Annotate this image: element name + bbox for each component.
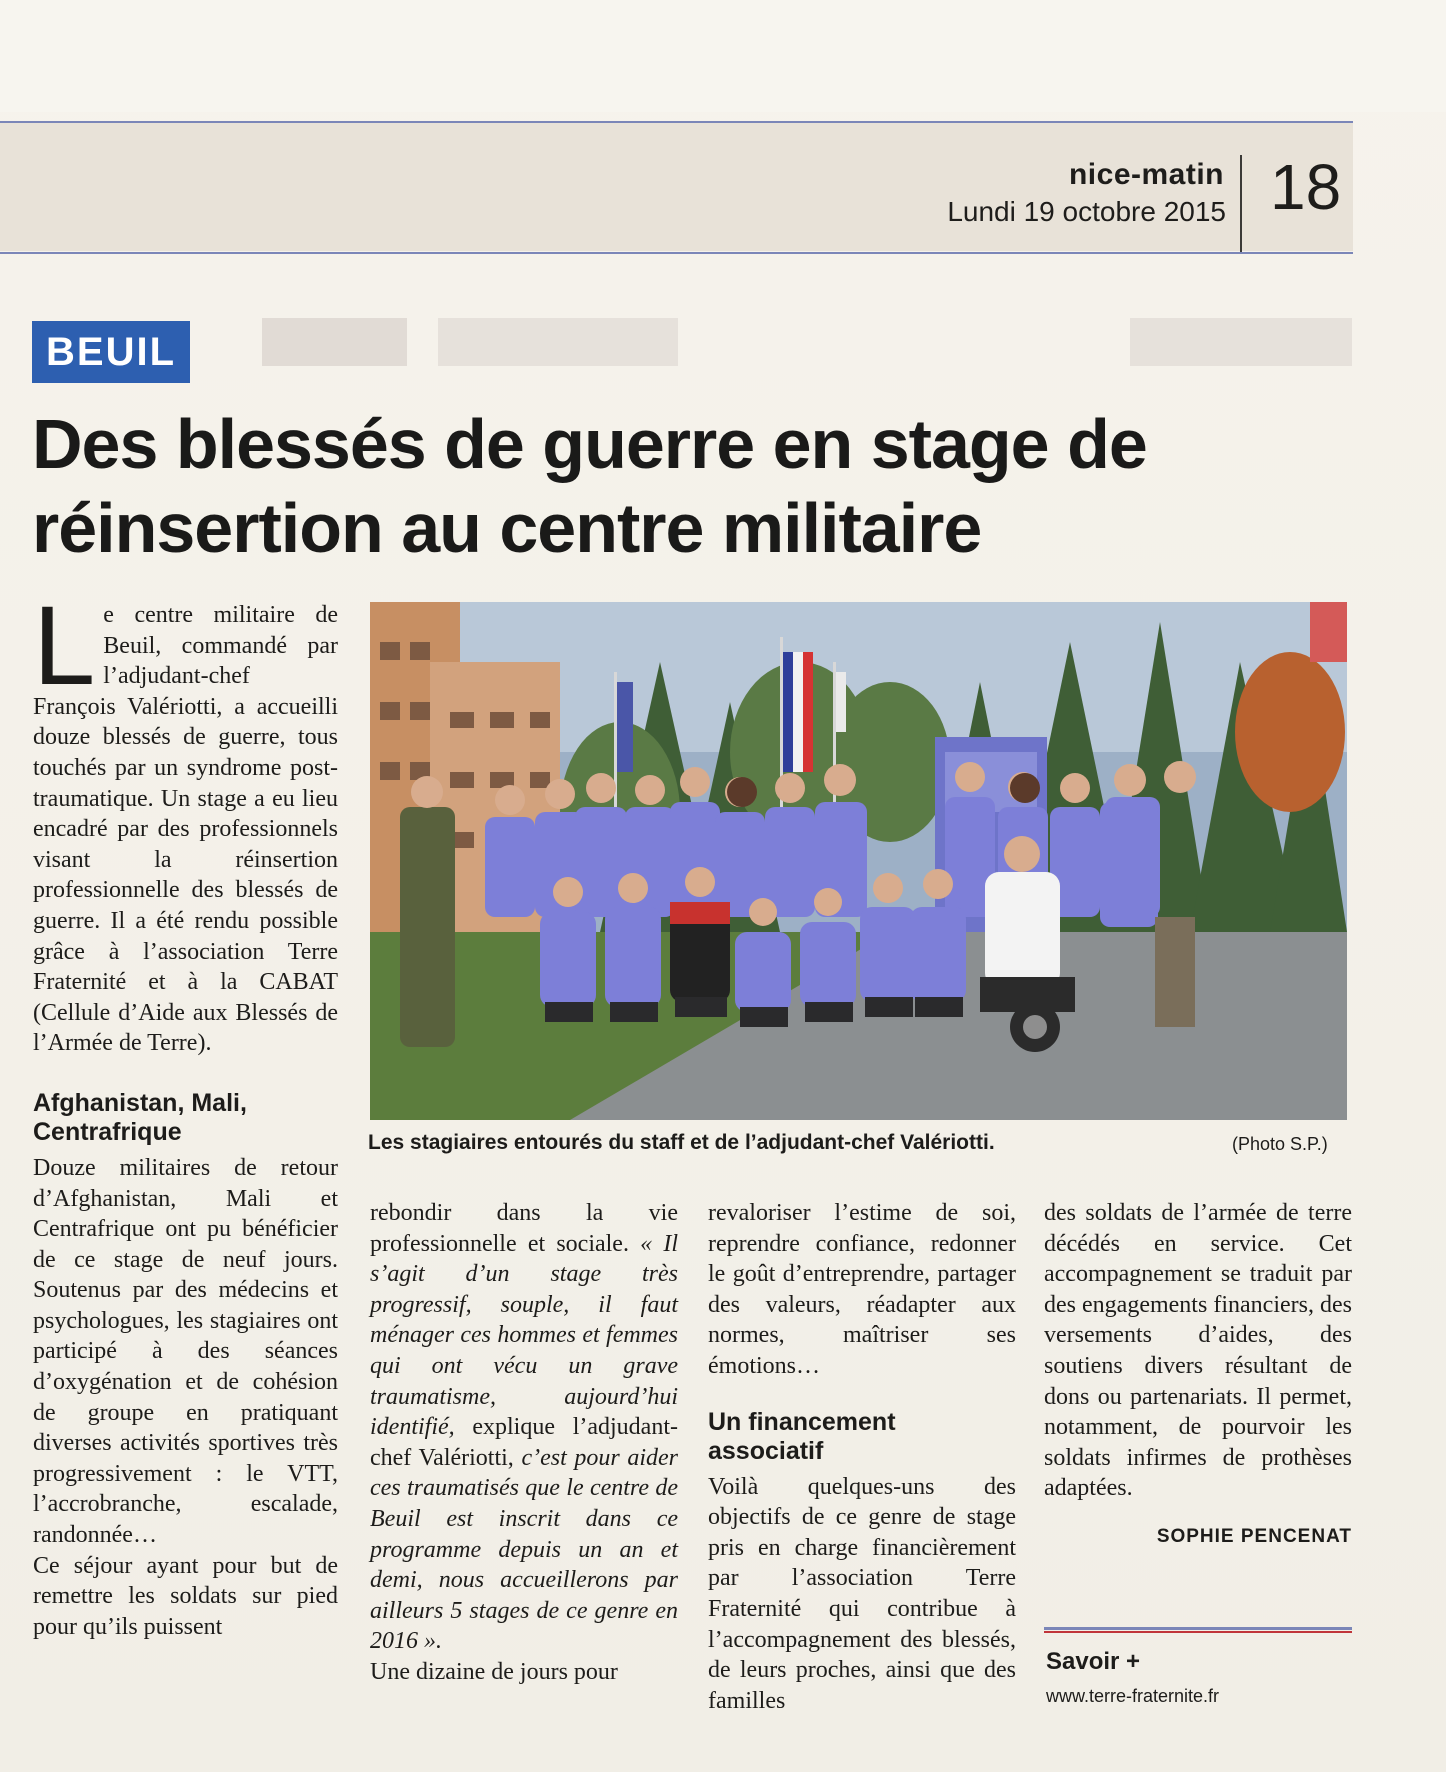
quote-text: c’est pour aider ces traumatisés que le centre de Beuil est inscrit dans ce programme depuis un an et demi, nous accueillerons par ailleurs 5 stages de ce genre en 2016 ».: [370, 1444, 678, 1655]
author-byline: SOPHIE PENCENAT: [1156, 1525, 1352, 1547]
page-top-margin: [0, 0, 1446, 112]
lede-text: e centre militaire de Beuil, commandé par l’adjudant-chef François Valériotti, a accueilli douze blessés de guerre, tous touchés par un syndrome post-traumatique. Un stage a eu lieu encadré par des professionnels visant la réinsertion professionnelle des blessés de guerre. Il a été rendu possible grâce à l’association Terre Fraternité et à la CABAT (Cellule d’Aide aux Blessés de l’Armée de Terre).: [33, 602, 338, 1057]
show-through-block: [438, 318, 678, 366]
body-paragraph: [370, 1198, 678, 1657]
body-text: explique l’adjudant-chef Valériotti,: [370, 1414, 678, 1471]
show-through-block: [262, 318, 407, 366]
headline: Des blessés de guerre en stage de réinsertion au centre militaire: [32, 405, 1147, 567]
photo-credit: (Photo S.P.): [1232, 1134, 1328, 1154]
page-number: 18: [1270, 151, 1342, 223]
savoir-plus-title: Savoir +: [1046, 1648, 1141, 1675]
body-paragraph: revaloriser l’estime de soi, reprendre confiance, redonner le goût d’entreprendre, partager des valeurs, réadapter aux normes, maîtriser ses émotions…: [708, 1200, 1016, 1379]
body-paragraph: Voilà quelques-uns des objectifs de ce genre de stage pris en charge financièrement par l’association Terre Fraternité qui contribue à l’accompagnement des blessés, de leurs proches, ainsi que des familles: [708, 1473, 1016, 1714]
info-box-rule-blue: [1044, 1627, 1352, 1630]
info-box-rule-red: [1044, 1631, 1352, 1633]
body-paragraph: Une dizaine de jours pour: [370, 1658, 618, 1685]
body-text: rebondir dans la vie professionnelle et sociale.: [370, 1200, 678, 1257]
body-paragraph: Ce séjour ayant pour but de remettre les soldats sur pied pour qu’ils puissent: [33, 1552, 338, 1640]
body-paragraph: Douze militaires de retour d’Afghanistan, Mali et Centrafrique ont pu bénéficier de ce stage de neuf jours. Soutenus par des médecins et psychologues, les stagiaires ont participé à des séances d’oxygénation et de cohésion de groupe en pratiquant diverses activités sportives très progressivement : le VTT, l’accrobranche, escalade, randonnée…: [33, 1154, 338, 1549]
photo-caption: Les stagiaires entourés du staff et de l’adjudant-chef Valériotti.: [368, 1131, 995, 1154]
body-paragraph: des soldats de l’armée de terre décédés en service. Cet accompagnement se traduit par des engagements financiers, des versements d’aides, des soutiens divers résultant de dons ou partenariats. Il permet, notamment, de pourvoir les soldats infirmes de prothèses adaptées.: [1044, 1200, 1352, 1502]
article-column-3: [708, 1198, 1016, 1716]
group-photo: [370, 602, 1347, 1120]
quote-text: « Il s’agit d’un stage très progressif, souple, il faut ménager ces hommes et femmes qui ont vécu un grave traumatisme, aujourd’hui identifié,: [370, 1230, 678, 1441]
subhead-afghanistan: Afghanistan, Mali, Centrafrique: [33, 1088, 247, 1146]
issue-date: Lundi 19 octobre 2015: [947, 196, 1226, 227]
drop-cap: L: [33, 583, 96, 708]
article-column-1: [33, 583, 338, 1642]
lede-paragraph: [33, 583, 338, 1059]
savoir-plus-link[interactable]: www.terre-fraternite.fr: [1046, 1686, 1220, 1706]
header-divider: [1240, 155, 1242, 253]
newspaper-name: nice-matin: [1068, 158, 1224, 191]
section-tag: BEUIL: [32, 321, 190, 383]
article-column-4: [1044, 1198, 1352, 1553]
article-column-2: [370, 1198, 678, 1688]
subhead-financement: Un financement associatif: [708, 1407, 896, 1465]
show-through-block: [1130, 318, 1352, 366]
header-bottom-rule: [0, 252, 1353, 254]
